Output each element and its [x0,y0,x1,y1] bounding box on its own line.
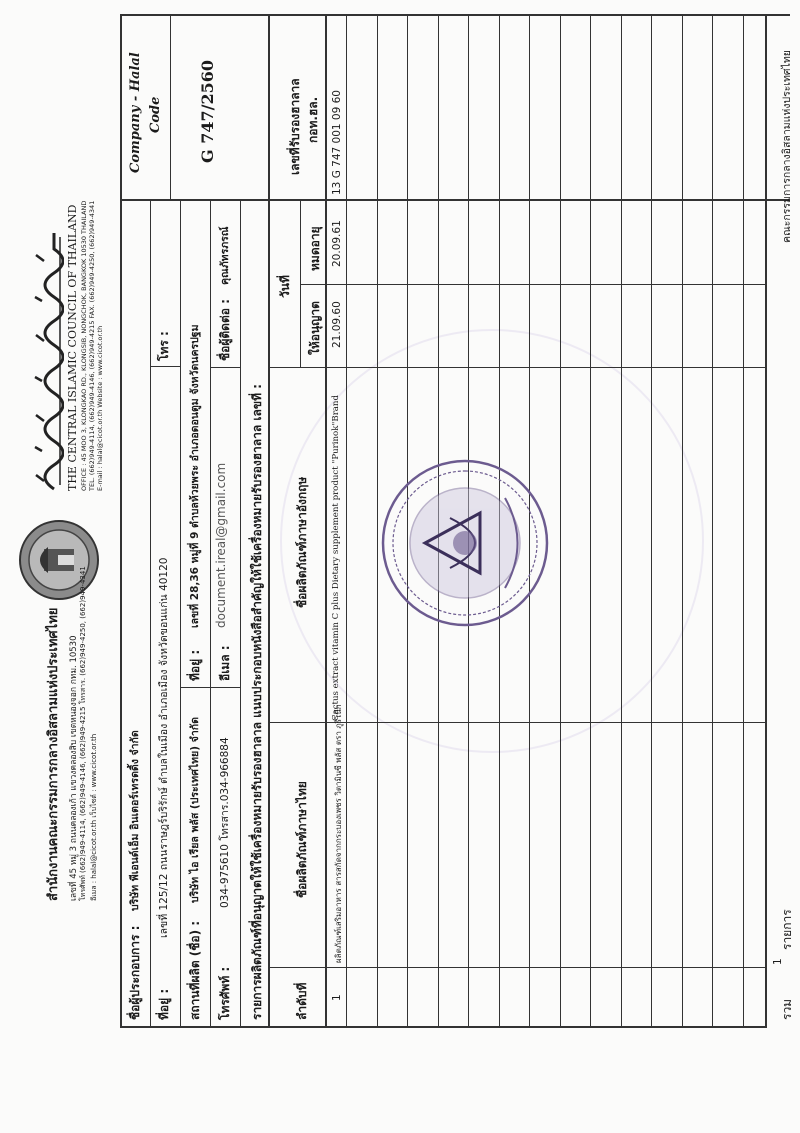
approval-stamp [380,458,550,628]
table-row-rule [377,15,378,1028]
company-code-label: Company - Halal [128,52,143,173]
fax-label: โทร : [157,331,171,361]
factory-label: สถานที่ผลิต (ชื่อ) : [188,920,202,1020]
col-cert-header-2: กอท.ฮล. [306,96,320,143]
arabic-calligraphy [32,231,64,491]
row-eng-name: Cactus extract vitamin C plus Dietary supplement product "Purinok"Brand [331,395,341,721]
committee-signature-label: คณะกรรมการกลางอิสลามแห่งประเทศไทย [781,50,793,243]
eng-org-web: E-mail : halal@cicot.or.th Website : www.cicot.or.th [96,325,104,491]
applicant-label: ชื่อผู้ประกอบการ : [128,925,142,1020]
thai-org-web: อีเมล : halal@cicot.or.th เว็บไซต์ : www.cicot.or.th [90,733,98,901]
applicant-value: บริษัท พีเอนด์เอ็ม อินเตอร์เทรดดิ้ง จำกัด [129,730,141,911]
phone-label: โทรศัพท์ : [218,966,232,1020]
items-label: รายการ [780,909,794,950]
factory-address-label: ที่อยู่ : [188,649,202,681]
row-no: 1 [331,994,343,1001]
thai-org-address: เลขที่ 45 หมู่ 3 ถนนคลองเก้า แขวงคลองสิบ เขตหนองจอก กทม. 10530 [69,635,79,901]
thai-org-name: สำนักงานคณะกรรมการกลางอิสลามแห่งประเทศไทย [46,607,61,901]
table-row-rule [651,15,652,1028]
table-row-rule [712,15,713,1028]
table-row-rule [743,15,744,1028]
col-date-header: วันที่ [278,275,292,298]
col-cert-header: เลขที่รับรองฮาลาล [288,78,302,175]
total-label: รวม [780,998,794,1020]
company-code-value: G 747/2560 [198,59,217,163]
eng-org-name: THE CENTRAL ISLAMIC COUNCIL OF THAILAND [66,204,79,491]
table-row-rule [560,15,561,1028]
phone-value: 034-975610 โทรสาร.034-966884 [219,737,231,908]
email-label: อีเมล : [218,645,232,681]
col-eng-header: ชื่อผลิตภัณฑ์ภาษาอังกฤษ [295,476,309,608]
col-thai-header: ชื่อผลิตภัณฑ์ภาษาไทย [295,781,309,898]
table-row-rule [682,15,683,1028]
table-row-rule [590,15,591,1028]
table-row-rule [346,15,347,1028]
total-count: 1 [772,958,784,965]
eng-org-address: OFFICE : 45 MOO 3, KLONGKAO RD., KLONGSIB, NONGCHOK, BANGKOK 10530 THAILAND [80,200,88,491]
table-intro: รายการผลิตภัณฑ์ที่อนุญาตให้ใช้เครื่องหมายรับรองฮาลาล แนบประกอบหนังสือสำคัญให้ใช้เครื่องหมายรับรองฮาลาล เลขที่ : [250,384,264,1020]
eng-org-phone: TEL. (662)949-4114, (662)949-4146, (662)949-4215 FAX. (662)949-4250, (662)949-4341 [88,200,96,491]
thai-org-phone: โทรศัพท์ (662)949-4114, (662)949-4146, (662)949-4215 โทรสาร. (662)949-4250, (662)949-4341 [79,566,87,901]
col-expire-header: หมดอายุ [308,226,322,271]
contact-value: คุณภัทรภรณ์ [219,226,231,285]
factory-address-value: เลขที่ 28,36 หมู่ที่ 9 ตำบลห้วยพระ อำเภอดอนตูม จังหวัดนครปฐม [189,324,201,628]
row-issue-date: 21.09.60 [331,301,343,348]
company-code-label-2: Code [148,96,163,133]
contact-label: ชื่อผู้ติดต่อ : [218,299,232,361]
col-issue-header: ให้อนุญาต [308,301,322,355]
address-label: ที่อยู่ : [157,988,171,1020]
factory-value: บริษัท ไอ เรียล พลัส (ประเทศไทย) จำกัด [189,717,201,903]
row-cert-no: 13 G 747 001 09 60 [331,90,343,195]
email-value: document.ireal@gmail.com [214,462,228,628]
address-value: เลขที่ 125/12 ถนนราษฎร์บริรักษ์ ตำบลในเมือง อำเภอเมือง จังหวัดขอนแก่น 40120 [158,557,170,938]
row-thai-name: ผลิตภัณฑ์เสริมอาหาร สารสกัดจากกระบองเพชร วิตามินซี พลัส ตรา ภูริโน๊ก [334,704,343,963]
row-expire-date: 20.09.61 [331,220,343,267]
table-row-rule [621,15,622,1028]
col-no-header: ลำดับที่ [295,982,309,1020]
